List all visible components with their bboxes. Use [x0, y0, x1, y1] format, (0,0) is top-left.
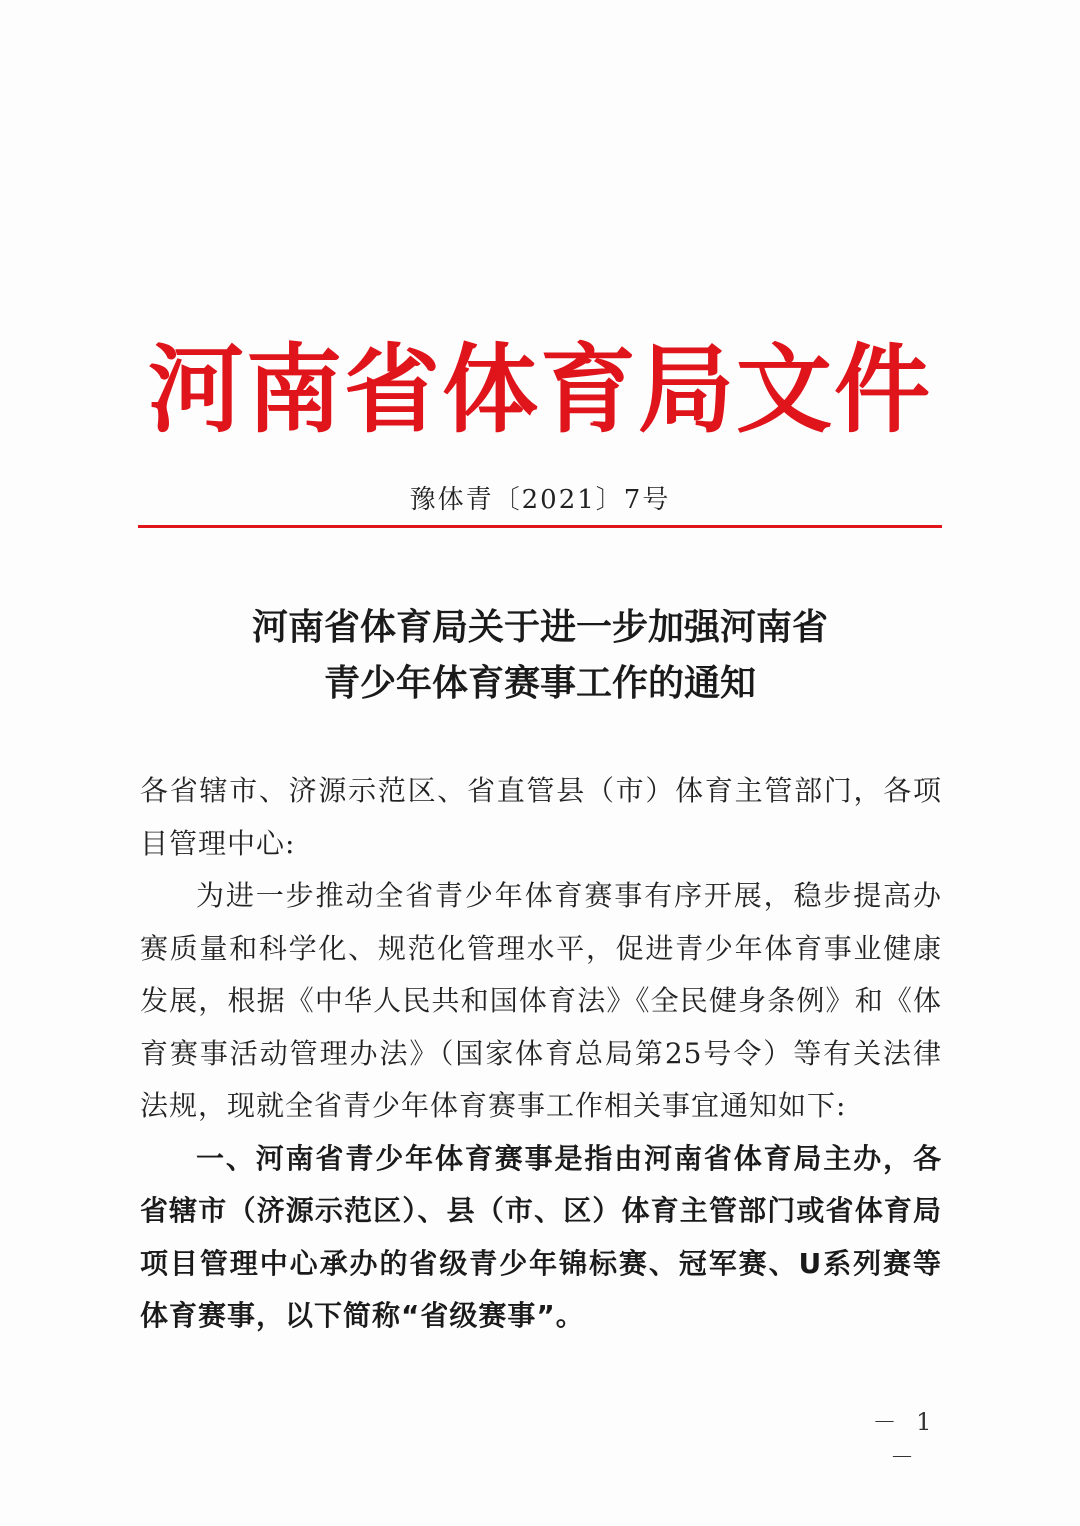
- red-divider-line: [138, 525, 942, 528]
- notice-title-line-1: 河南省体育局关于进一步加强河南省: [251, 607, 828, 648]
- document-number: 豫体青〔2021〕7号: [409, 485, 671, 515]
- notice-title: [100, 600, 980, 712]
- intro-paragraph: 为进一步推动全省青少年体育赛事有序开展，稳步提高办赛质量和科学化、规范化管理水平，促进青少年体育事业健康发展，根据《中华人民共和国体育法》《全民健身条例》和《体育赛事活动管理办法》（国家体育总局第25号令）等有关法律法规，现就全省青少年体育赛事工作相关事宜通知如下:: [140, 879, 942, 1122]
- notice-title-line-2: 青少年体育赛事工作的通知: [323, 663, 756, 704]
- agency-header-title: 河南省体育局文件: [148, 334, 932, 446]
- page-number: － 1 －: [872, 1408, 938, 1471]
- section-one-paragraph: 一、河南省青少年体育赛事是指由河南省体育局主办，各省辖市（济源示范区）、县（市、区）体育主管部门或省体育局项目管理中心承办的省级青少年锦标赛、冠军赛、U系列赛等体育赛事，以下简称“省级赛事”。: [140, 1141, 942, 1332]
- addressee-paragraph: 各省辖市、济源示范区、省直管县（市）体育主管部门，各项目管理中心:: [140, 774, 942, 860]
- notice-body: [140, 765, 942, 1343]
